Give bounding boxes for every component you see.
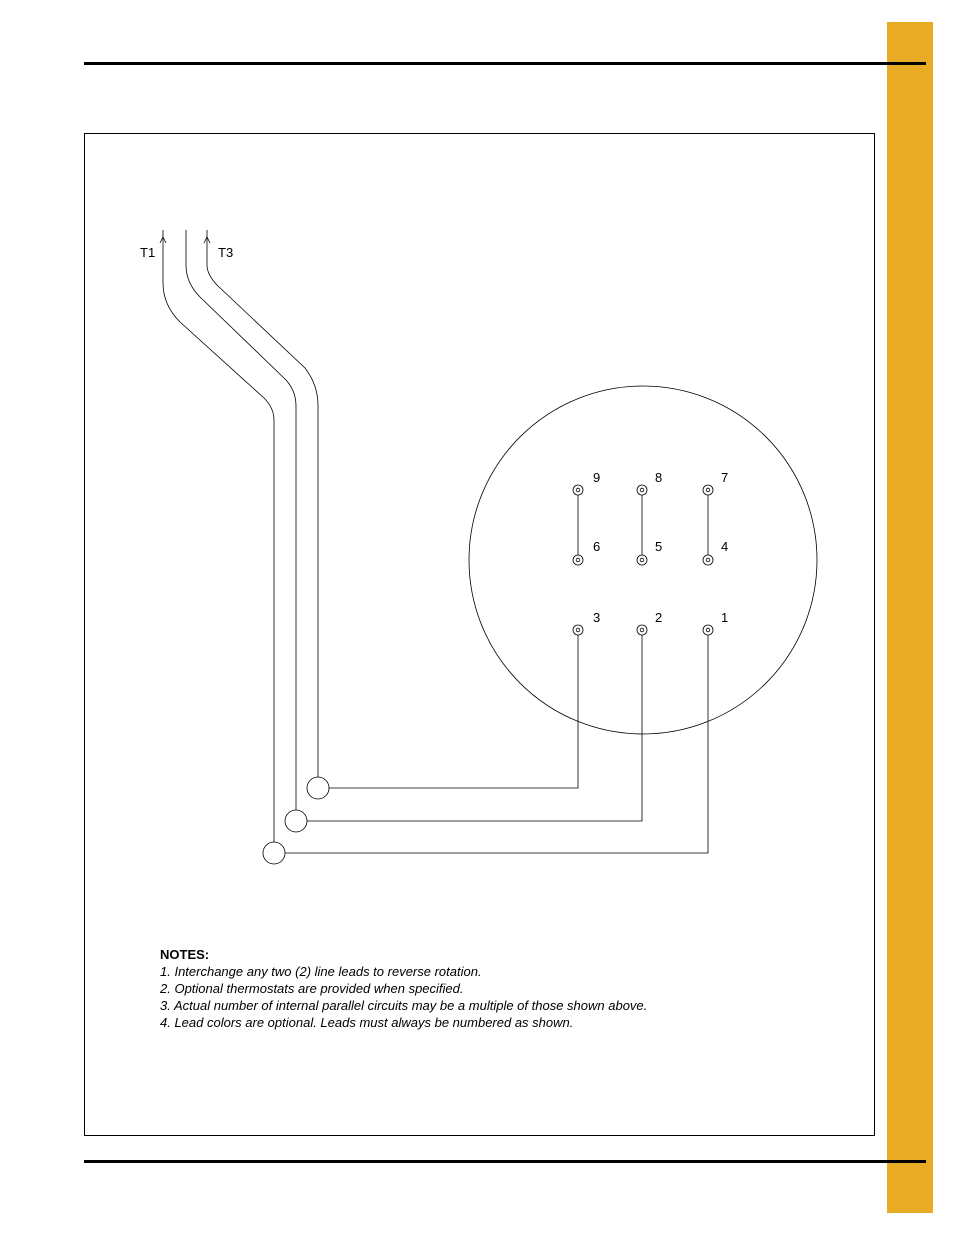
terminal-label-5: 5 [655,539,663,554]
motor-outline [469,386,817,734]
note-item: 2. Optional thermostats are provided when specified. [160,981,464,996]
terminal-label-2: 2 [655,610,663,625]
terminal-7 [703,485,713,495]
junction-circle-3 [263,842,285,864]
wire-to-terminal-1 [285,635,708,853]
notes-block [160,946,647,1031]
note-item: 4. Lead colors are optional. Leads must always be numbered as shown. [160,1015,574,1030]
wire-to-terminal-2 [307,635,642,821]
lead-wire-t2 [186,230,296,810]
terminal-label-3: 3 [593,610,601,625]
terminal-label-1: 1 [721,610,729,625]
terminal-label-4: 4 [721,539,729,554]
terminal-label-6: 6 [593,539,601,554]
terminal-4 [703,555,713,565]
terminal-8 [637,485,647,495]
note-item: 3. Actual number of internal parallel circuits may be a multiple of those shown above. [160,998,648,1013]
lead-wire-t3 [207,230,318,777]
lead-label-t3: T3 [218,245,234,260]
note-item: 1. Interchange any two (2) line leads to reverse rotation. [160,964,482,979]
terminal-2 [637,625,647,635]
wire-to-terminal-3 [329,635,578,788]
terminal-label-8: 8 [655,470,663,485]
terminal-label-9: 9 [593,470,601,485]
lead-wire-t1 [163,230,274,842]
terminal-3 [573,625,583,635]
terminal-1 [703,625,713,635]
terminal-5 [637,555,647,565]
junction-circle-2 [285,810,307,832]
terminal-label-7: 7 [721,470,729,485]
junction-circle-1 [307,777,329,799]
lead-label-t1: T1 [140,245,156,260]
terminal-9 [573,485,583,495]
terminal-6 [573,555,583,565]
notes-heading: NOTES: [160,947,210,962]
